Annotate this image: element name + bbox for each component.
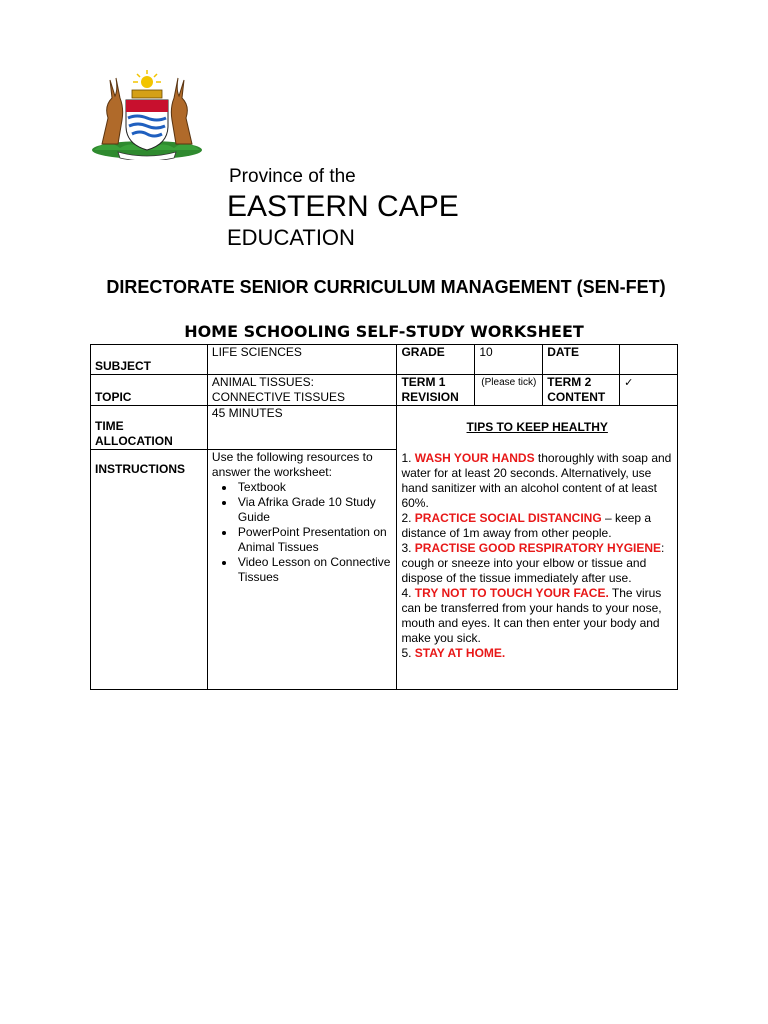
- tip-text: thoroughly with soap and water for at least 20 seconds. Alternatively, use hand sanitizer with an alcohol content of at least 60%.: [401, 451, 672, 510]
- coat-of-arms-logo: [88, 68, 206, 160]
- tip-number: 3.: [401, 541, 415, 555]
- tip-item: [401, 511, 673, 541]
- instructions-label: INSTRUCTIONS: [91, 450, 208, 690]
- topic-line-2: CONNECTIVE TISSUES: [211, 390, 346, 404]
- instructions-intro: Use the following resources to answer the worksheet:: [211, 450, 373, 479]
- tip-item: [401, 586, 673, 646]
- tip-item: [401, 451, 673, 511]
- topic-label: TOPIC: [91, 375, 208, 406]
- resources-list: [212, 480, 393, 585]
- term2-tick-cell[interactable]: [620, 375, 678, 406]
- tip-highlight: PRACTISE GOOD RESPIRATORY HYGIENE: [414, 541, 662, 555]
- checkmark-icon: ✓: [624, 377, 634, 389]
- resource-item: • Video Lesson on Connective Tissues: [236, 555, 393, 585]
- time-allocation-value: 45 MINUTES: [207, 406, 397, 450]
- province-line: Province of the: [229, 166, 356, 187]
- subject-value: LIFE SCIENCES: [207, 345, 397, 375]
- tip-number: 5.: [401, 646, 415, 660]
- directorate-title: DIRECTORATE SENIOR CURRICULUM MANAGEMENT (SEN-FET): [106, 277, 666, 297]
- date-label: DATE: [543, 345, 620, 375]
- term1-label: TERM 1 REVISION: [397, 375, 475, 406]
- tips-list: [401, 451, 673, 661]
- term2-label: TERM 2 CONTENT: [543, 375, 620, 406]
- tip-text: : cough or sneeze into your elbow or tissue and dispose of the tissue immediately after use.: [401, 541, 665, 585]
- tip-text: The virus can be transferred from your hands to your nose, mouth and eyes. It can then enter your body and make you sick.: [401, 586, 662, 645]
- tip-text: – keep a distance of 1m away from other people.: [401, 511, 652, 540]
- subject-label: SUBJECT: [91, 345, 208, 375]
- tip-number: 2.: [401, 511, 415, 525]
- tip-highlight: WASH YOUR HANDS: [414, 451, 535, 465]
- grade-label: GRADE: [397, 345, 475, 375]
- tip-highlight: PRACTICE SOCIAL DISTANCING: [414, 511, 602, 525]
- grade-value: 10: [475, 345, 543, 375]
- please-tick-note[interactable]: (Please tick): [475, 375, 543, 406]
- tip-item: [401, 541, 673, 586]
- tip-number: 4.: [401, 586, 415, 600]
- topic-line-1: ANIMAL TISSUES:: [211, 375, 314, 389]
- tip-highlight: TRY NOT TO TOUCH YOUR FACE.: [414, 586, 609, 600]
- worksheet-title: HOME SCHOOLING SELF-STUDY WORKSHEET: [184, 322, 584, 341]
- region-name: EASTERN CAPE: [227, 190, 459, 223]
- tip-item: [401, 646, 673, 661]
- resource-item: • Textbook: [236, 480, 393, 495]
- topic-value: [207, 375, 397, 406]
- tip-number: 1.: [401, 451, 415, 465]
- tips-title: TIPS TO KEEP HEALTHY: [466, 420, 608, 434]
- date-value[interactable]: [620, 345, 678, 375]
- tips-cell: [397, 406, 678, 690]
- tip-highlight: STAY AT HOME.: [414, 646, 506, 660]
- instructions-cell: [207, 450, 397, 690]
- time-allocation-label: TIME ALLOCATION: [91, 406, 208, 450]
- worksheet-info-table: [90, 344, 678, 690]
- resource-item: • PowerPoint Presentation on Animal Tissues: [236, 525, 393, 555]
- department-name: EDUCATION: [227, 225, 355, 250]
- resource-item: • Via Afrika Grade 10 Study Guide: [236, 495, 393, 525]
